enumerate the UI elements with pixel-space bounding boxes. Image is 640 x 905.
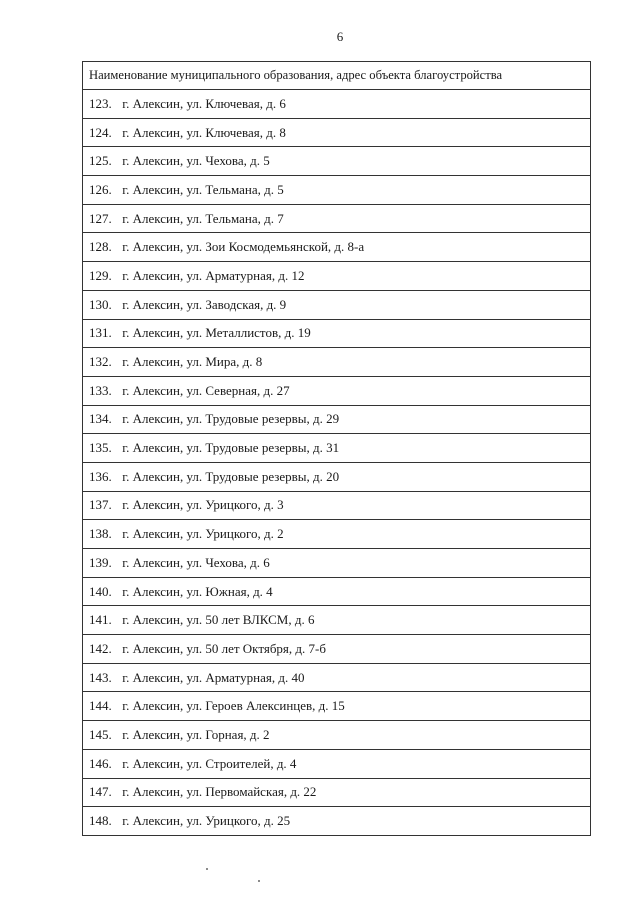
row-number: 139. <box>89 554 112 570</box>
row-number: 129. <box>89 267 112 283</box>
table-header: Наименование муниципального образования, адрес объекта благоустройства <box>83 62 591 90</box>
table-cell <box>83 807 591 836</box>
table-cell <box>83 749 591 778</box>
row-number: 140. <box>89 583 112 599</box>
table-row <box>83 749 591 778</box>
table-cell <box>83 549 591 578</box>
row-number: 143. <box>89 669 112 685</box>
row-address: г. Алексин, ул. Трудовые резервы, д. 29 <box>122 411 340 427</box>
row-address: г. Алексин, ул. Заводская, д. 9 <box>122 296 287 312</box>
table-cell <box>83 462 591 491</box>
table-cell <box>83 348 591 377</box>
row-number: 147. <box>89 784 112 800</box>
scan-speck <box>206 868 208 870</box>
row-address: г. Алексин, ул. Чехова, д. 6 <box>122 554 270 570</box>
row-number: 138. <box>89 526 112 542</box>
table-row <box>83 176 591 205</box>
table-cell <box>83 319 591 348</box>
row-address: г. Алексин, ул. Ключевая, д. 8 <box>122 124 286 140</box>
row-number: 130. <box>89 296 112 312</box>
row-address: г. Алексин, ул. Тельмана, д. 5 <box>122 181 284 197</box>
table-row <box>83 147 591 176</box>
table-row <box>83 376 591 405</box>
row-address: г. Алексин, ул. Ключевая, д. 6 <box>122 95 286 111</box>
table-cell <box>83 90 591 119</box>
table-row <box>83 807 591 836</box>
row-address: г. Алексин, ул. Чехова, д. 5 <box>122 153 270 169</box>
row-address: г. Алексин, ул. Арматурная, д. 12 <box>122 267 305 283</box>
table-row <box>83 233 591 262</box>
row-address: г. Алексин, ул. Зои Космодемьянской, д. 8-а <box>122 239 365 255</box>
row-number: 144. <box>89 698 112 714</box>
row-number: 136. <box>89 468 112 484</box>
table-row <box>83 262 591 291</box>
table-row <box>83 118 591 147</box>
row-number: 132. <box>89 354 112 370</box>
row-address: г. Алексин, ул. 50 лет Октября, д. 7-б <box>122 640 326 656</box>
row-address: г. Алексин, ул. Трудовые резервы, д. 31 <box>122 440 340 456</box>
table-cell <box>83 520 591 549</box>
row-number: 134. <box>89 411 112 427</box>
table-body <box>83 90 591 836</box>
table-cell <box>83 176 591 205</box>
address-table <box>82 61 591 836</box>
row-address: г. Алексин, ул. Героев Алексинцев, д. 15 <box>122 698 345 714</box>
table-row <box>83 90 591 119</box>
row-number: 126. <box>89 181 112 197</box>
row-address: г. Алексин, ул. Северная, д. 27 <box>122 382 290 398</box>
table-cell <box>83 663 591 692</box>
table-cell <box>83 434 591 463</box>
table-row <box>83 663 591 692</box>
row-address: г. Алексин, ул. 50 лет ВЛКСМ, д. 6 <box>122 612 315 628</box>
row-number: 148. <box>89 813 112 829</box>
scan-speck <box>258 880 260 882</box>
row-number: 146. <box>89 755 112 771</box>
row-number: 131. <box>89 325 112 341</box>
row-number: 133. <box>89 382 112 398</box>
page-number: 6 <box>336 29 344 44</box>
table-cell <box>83 635 591 664</box>
table-row <box>83 606 591 635</box>
table-row <box>83 290 591 319</box>
table-cell <box>83 405 591 434</box>
row-address: г. Алексин, ул. Первомайская, д. 22 <box>122 784 317 800</box>
row-address: г. Алексин, ул. Урицкого, д. 2 <box>122 526 284 542</box>
row-address: г. Алексин, ул. Урицкого, д. 25 <box>122 813 291 829</box>
table-row <box>83 692 591 721</box>
row-number: 127. <box>89 210 112 226</box>
table-row <box>83 549 591 578</box>
table-cell <box>83 233 591 262</box>
table-cell <box>83 376 591 405</box>
table-row <box>83 721 591 750</box>
row-address: г. Алексин, ул. Арматурная, д. 40 <box>122 669 305 685</box>
row-number: 135. <box>89 440 112 456</box>
table-row <box>83 405 591 434</box>
table-row <box>83 434 591 463</box>
row-address: г. Алексин, ул. Южная, д. 4 <box>122 583 273 599</box>
row-address: г. Алексин, ул. Металлистов, д. 19 <box>122 325 311 341</box>
row-number: 124. <box>89 124 112 140</box>
table-row <box>83 520 591 549</box>
table-cell <box>83 147 591 176</box>
row-number: 128. <box>89 239 112 255</box>
table-row <box>83 462 591 491</box>
row-number: 123. <box>89 95 112 111</box>
table-cell <box>83 606 591 635</box>
table-row <box>83 204 591 233</box>
row-address: г. Алексин, ул. Тельмана, д. 7 <box>122 210 284 226</box>
table-header-row <box>83 62 591 90</box>
row-number: 145. <box>89 726 112 742</box>
table-row <box>83 319 591 348</box>
table-row <box>83 491 591 520</box>
table-cell <box>83 204 591 233</box>
table-cell <box>83 721 591 750</box>
table-row <box>83 778 591 807</box>
row-number: 137. <box>89 497 112 513</box>
table-row <box>83 635 591 664</box>
row-number: 125. <box>89 153 112 169</box>
table-cell <box>83 262 591 291</box>
row-address: г. Алексин, ул. Трудовые резервы, д. 20 <box>122 468 340 484</box>
row-number: 141. <box>89 612 112 628</box>
table-cell <box>83 290 591 319</box>
row-address: г. Алексин, ул. Горная, д. 2 <box>122 726 270 742</box>
row-address: г. Алексин, ул. Строителей, д. 4 <box>122 755 297 771</box>
table-cell <box>83 778 591 807</box>
table-row <box>83 577 591 606</box>
table-cell <box>83 577 591 606</box>
row-number: 142. <box>89 640 112 656</box>
table-cell <box>83 491 591 520</box>
table-cell <box>83 118 591 147</box>
table-cell <box>83 692 591 721</box>
table-row <box>83 348 591 377</box>
row-address: г. Алексин, ул. Мира, д. 8 <box>122 354 263 370</box>
row-address: г. Алексин, ул. Урицкого, д. 3 <box>122 497 284 513</box>
